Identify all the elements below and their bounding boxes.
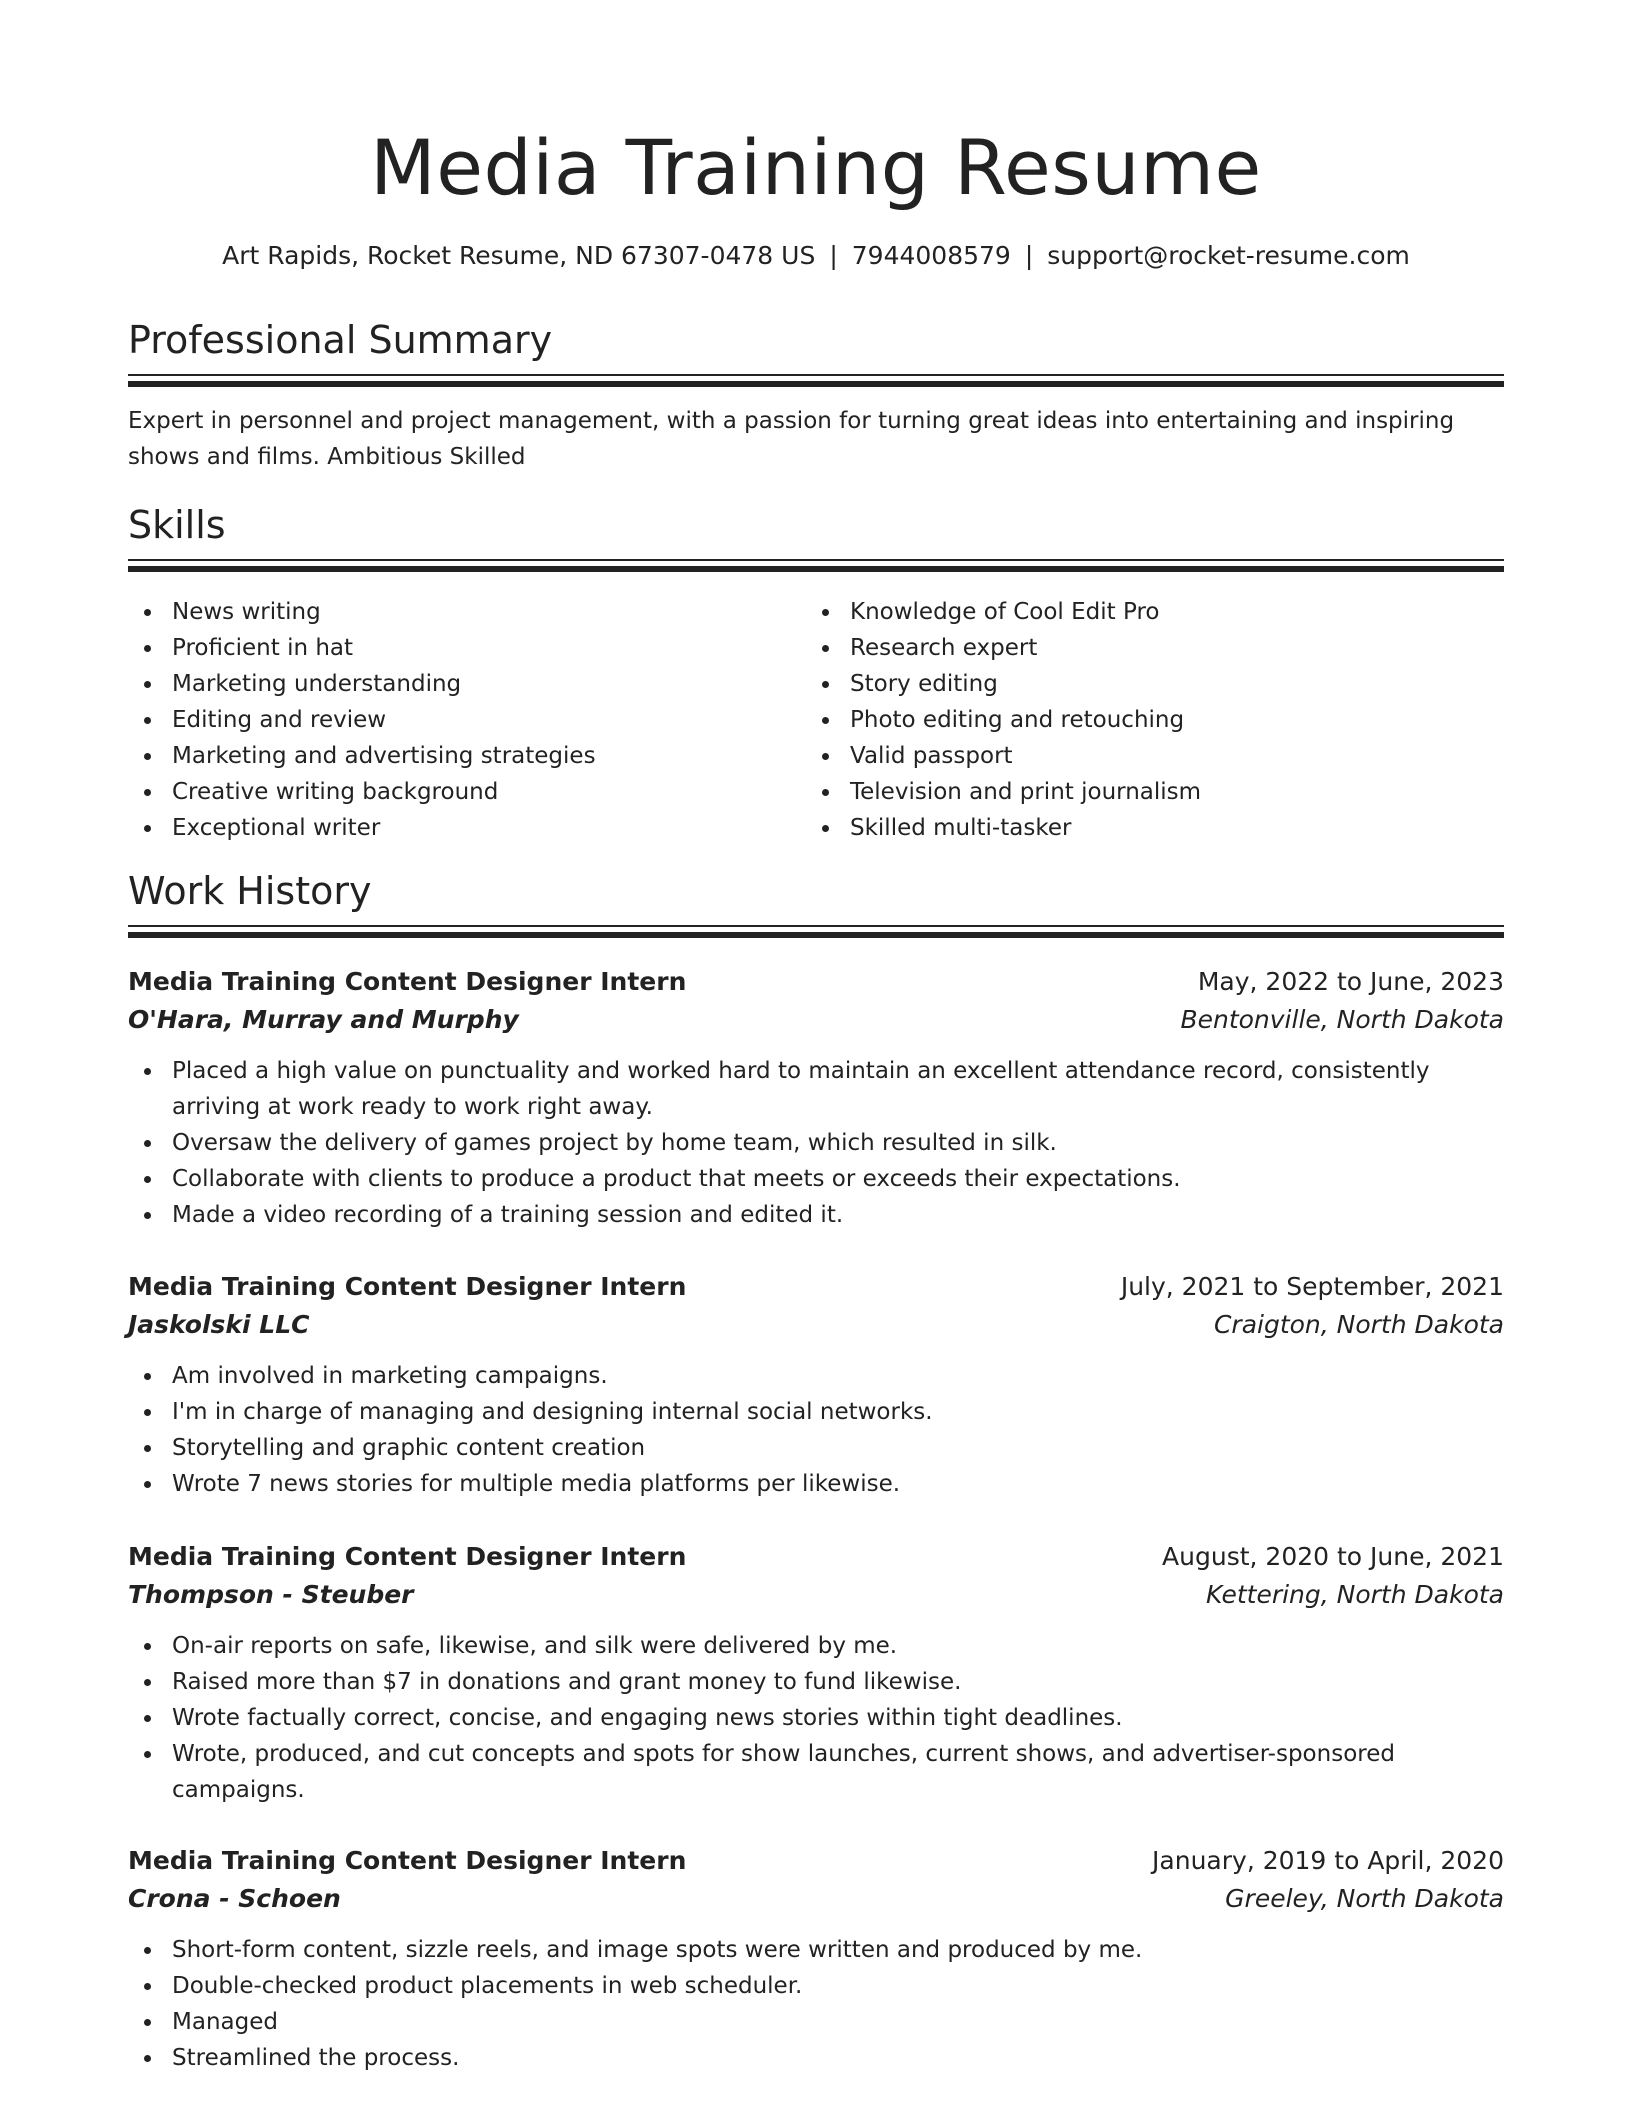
skill-item: Research expert [806,630,1446,666]
job-bullet: I'm in charge of managing and designing internal social networks. [128,1394,1504,1430]
job-bullet: Placed a high value on punctuality and worked hard to maintain an excellent attendance record, consistently arriving at work ready to work right away. [128,1053,1504,1125]
job-bullet: Double-checked product placements in web scheduler. [128,1968,1504,2004]
job-entry [128,963,1504,1233]
job-location: Craigton, North Dakota [1213,1310,1504,1339]
job-bullets [128,1053,1504,1233]
job-bullet: Am involved in marketing campaigns. [128,1358,1504,1394]
contact-phone: 7944008579 [851,241,1011,270]
job-title: Media Training Content Designer Intern [128,1846,687,1875]
skill-item: Proficient in hat [128,630,768,666]
skill-item: Marketing understanding [128,666,768,702]
skill-item: Story editing [806,666,1446,702]
job-company: Jaskolski LLC [128,1310,310,1339]
job-title: Media Training Content Designer Intern [128,1272,687,1301]
job-bullet: Short-form content, sizzle reels, and image spots were written and produced by me. [128,1932,1504,1968]
contact-address: Art Rapids, Rocket Resume, ND 67307-0478 US [222,241,816,270]
resume-title: Media Training Resume [370,123,1262,212]
skill-item: Photo editing and retouching [806,702,1446,738]
skill-item: Television and print journalism [806,774,1446,810]
job-bullet: Managed [128,2004,1504,2040]
job-dates: July, 2021 to September, 2021 [1120,1272,1504,1301]
contact-separator: | [829,241,838,270]
job-company: O'Hara, Murray and Murphy [128,1005,519,1034]
job-company: Crona - Schoen [128,1884,341,1913]
job-bullets [128,1358,1504,1502]
summary-heading: Professional Summary [128,318,553,362]
contact-line [128,238,1504,274]
skills-list-right [806,594,1446,846]
job-dates: May, 2022 to June, 2023 [1197,967,1504,996]
skill-item: Knowledge of Cool Edit Pro [806,594,1446,630]
job-bullet: Collaborate with clients to produce a product that meets or exceeds their expectations. [128,1161,1504,1197]
work-heading: Work History [128,869,372,913]
job-company: Thompson - Steuber [128,1580,414,1609]
contact-separator: | [1024,241,1034,270]
job-bullet: Streamlined the process. [128,2040,1504,2076]
job-entry [128,1538,1504,1808]
skill-item: Marketing and advertising strategies [128,738,768,774]
skills-divider [128,559,1504,572]
summary-divider [128,374,1504,387]
summary-text: Expert in personnel and project management, with a passion for turning great ideas into entertaining and inspiring shows and films. Ambitious Skilled [128,408,1455,470]
job-entry [128,1268,1504,1502]
job-bullets [128,1628,1504,1808]
job-bullet: Wrote, produced, and cut concepts and spots for show launches, current shows, and advertiser-sponsored campaigns. [128,1736,1504,1808]
job-bullet: On-air reports on safe, likewise, and silk were delivered by me. [128,1628,1504,1664]
skill-item: Valid passport [806,738,1446,774]
job-entry [128,1842,1504,2076]
job-bullet: Oversaw the delivery of games project by home team, which resulted in silk. [128,1125,1504,1161]
skill-item: Editing and review [128,702,768,738]
job-dates: August, 2020 to June, 2021 [1162,1542,1504,1571]
job-location: Kettering, North Dakota [1205,1580,1504,1609]
job-bullet: Storytelling and graphic content creation [128,1430,1504,1466]
job-dates: January, 2019 to April, 2020 [1152,1846,1504,1875]
contact-email[interactable]: support@rocket-resume.com [1047,241,1410,270]
skills-heading: Skills [128,503,226,547]
work-divider [128,925,1504,938]
job-title: Media Training Content Designer Intern [128,1542,687,1571]
job-bullet: Raised more than $7 in donations and grant money to fund likewise. [128,1664,1504,1700]
job-bullet: Made a video recording of a training session and edited it. [128,1197,1504,1233]
job-bullets [128,1932,1504,2076]
job-bullet: Wrote factually correct, concise, and engaging news stories within tight deadlines. [128,1700,1504,1736]
skill-item: Creative writing background [128,774,768,810]
skill-item: Skilled multi-tasker [806,810,1446,846]
skills-list-left [128,594,768,846]
job-title: Media Training Content Designer Intern [128,967,687,996]
skill-item: News writing [128,594,768,630]
job-location: Bentonville, North Dakota [1180,1005,1504,1034]
skill-item: Exceptional writer [128,810,768,846]
job-location: Greeley, North Dakota [1225,1884,1504,1913]
job-bullet: Wrote 7 news stories for multiple media platforms per likewise. [128,1466,1504,1502]
